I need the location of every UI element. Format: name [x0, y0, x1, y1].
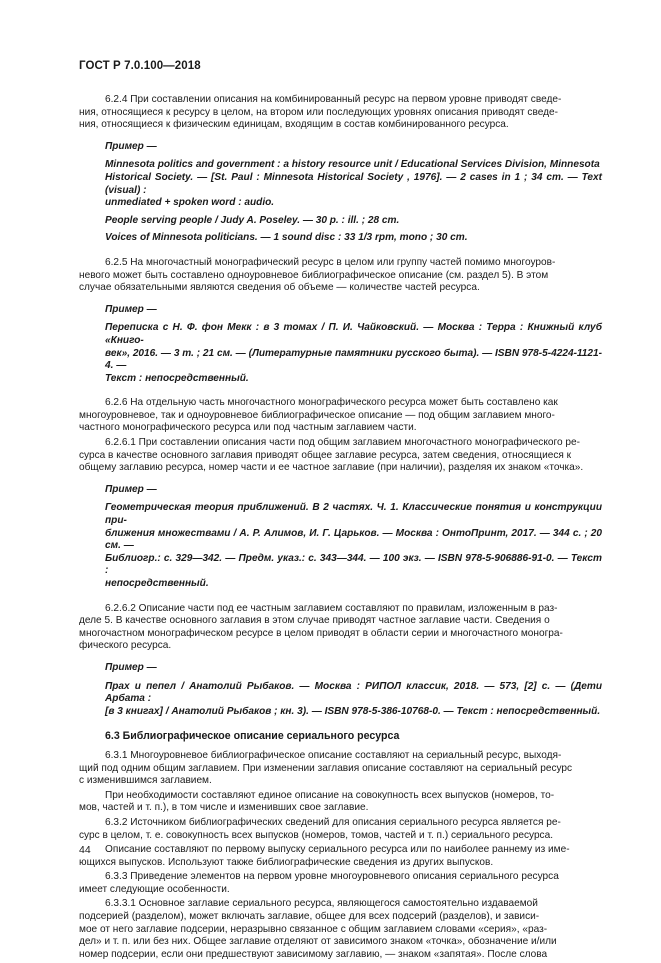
example-label: Пример — — [105, 661, 157, 673]
example-entry: People serving people / Judy A. Poseley. — 30 p. : ill. ; 28 cm. — [105, 214, 400, 226]
page-number: 44 — [79, 844, 91, 856]
document-header: ГОСТ Р 7.0.100—2018 — [79, 60, 201, 72]
example-entry: Minnesota politics and government : a history resource unit / Educational Services Division, Minnesota Historical Society. — [St. Paul : Minnesota Historical Society , 1976]. — 2 cases in 1 ; 34 cm. — Text (visual) : unmediated + spoken word : audio. — [105, 159, 602, 209]
example-label: Пример — — [105, 140, 157, 152]
paragraph: 6.2.6.2 Описание части под ее частным заглавием составляют по правилам, изложенным в раз- деле 5. В качестве основного заглавия в этом случае приводят частное заглавие части. Сведения о многочастном монографическом ресурсе в целом приводят в области серии и многочастного моногра- фического ресурса. — [79, 602, 563, 652]
paragraph: Описание составляют по первому выпуску сериального ресурса или по наиболее раннему из име- ющихся выпусков. Используют также библиографические сведения из других выпусков. — [79, 844, 570, 868]
example-label: Пример — — [105, 483, 157, 495]
paragraph: 6.2.6 На отдельную часть многочастного монографического ресурса может быть составлено как многоуровневое, так и одноуровневое библиографическое описание — под общим заглавием много- частного монографического ресурса или под частным заглавием части. — [79, 397, 558, 434]
section-heading: 6.3 Библиографическое описание сериального ресурса — [105, 730, 400, 743]
paragraph: При необходимости составляют единое описание на совокупность всех выпусков (номеров, то- мов, частей и т. п.), в том числе и изменивших свое заглавие. — [79, 789, 555, 814]
example-entry: Геометрическая теория приближений. В 2 частях. Ч. 1. Классические понятия и конструкции при- ближения множествами / А. Р. Алимов, И. Г. Царьков. — Москва : ОнтоПринт, 2017. — 344 с. ; 20 см. — Библиогр.: с. 329—342. — Предм. указ.: с. 343—344. — 100 экз. — ISBN 978-5-906886-91-0. — Текст : непосредственный. — [105, 502, 602, 589]
paragraph: 6.3.3 Приведение элементов на первом уровне многоуровневого описания сериального ресурса имеет следующие особенности. — [79, 871, 559, 895]
paragraph: 6.2.4 При составлении описания на комбинированный ресурс на первом уровне приводят сведе- ния, относящиеся к ресурсу в целом, на втором или последующих уровнях описания приводят сведе- ния, относящиеся к физическим единицам, входящим в состав комбинированного ресурса. — [79, 94, 562, 131]
example-entry: Переписка с Н. Ф. фон Мекк : в 3 томах / П. И. Чайковский. — Москва : Терра : Книжный клуб «Книго- век», 2016. — 3 т. ; 21 см. — (Литературные памятники русского быта). — ISBN 978-5-4224-1121-4. — Текст : непосредственный. — [105, 322, 602, 384]
example-entry: Прах и пепел / Анатолий Рыбаков. — Москва : РИПОЛ классик, 2018. — 573, [2] с. — (Дети Арбата : [в 3 книгах] / Анатолий Рыбаков ; кн. 3). — ISBN 978-5-386-10768-0. — Текст : непосредственный. — [105, 680, 602, 717]
paragraph: 6.3.3.1 Основное заглавие сериального ресурса, являющегося самостоятельно издаваемой подсерией (разделом), может включать заглавие, общее для всех подсерий (разделов), и зависи- мое от него заглавие подсерии, неразрывно связанное с общим заглавием словами «серия», «раз- дел» и т. п. или без них. Общее заглавие отделяют от зависимого знаком «точка», обозначение и/или номер подсерии, если они предшествуют зависимому заглавию, — знаком «запятая». После слова — [79, 898, 557, 960]
paragraph: 6.3.1 Многоуровневое библиографическое описание составляют на сериальный ресурс, выходя- щий под одним общим заглавием. При изменении заглавия описание составляют на сериальный ресурс с изменившимся заглавием. — [79, 749, 573, 787]
paragraph: 6.3.2 Источником библиографических сведений для описания сериального ресурса является ре- сурс в целом, т. е. совокупность всех выпусков (номеров, томов, частей и т. п.) сериального ресурса. — [79, 816, 561, 841]
document-body — [79, 94, 602, 963]
example-entry: Voices of Minnesota politicians. — 1 sound disc : 33 1/3 rpm, mono ; 30 cm. — [105, 232, 468, 244]
paragraph: 6.2.5 На многочастный монографический ресурс в целом или группу частей помимо многоуров- невого может быть составлено одноуровневое библиографическое описание (см. раздел 5). В этом случае обязательными являются сведения об объеме — количестве частей ресурса. — [79, 256, 556, 294]
paragraph: 6.2.6.1 При составлении описания части под общим заглавием многочастного монографического ре- сурса в качестве основного заглавия приводят общее заглавие ресурса, затем сведения, относящиеся к общему заглавию ресурса, номер части и ее частное заглавие (при наличии), разделяя их знаком «точка». — [79, 437, 584, 474]
example-label: Пример — — [105, 303, 157, 315]
